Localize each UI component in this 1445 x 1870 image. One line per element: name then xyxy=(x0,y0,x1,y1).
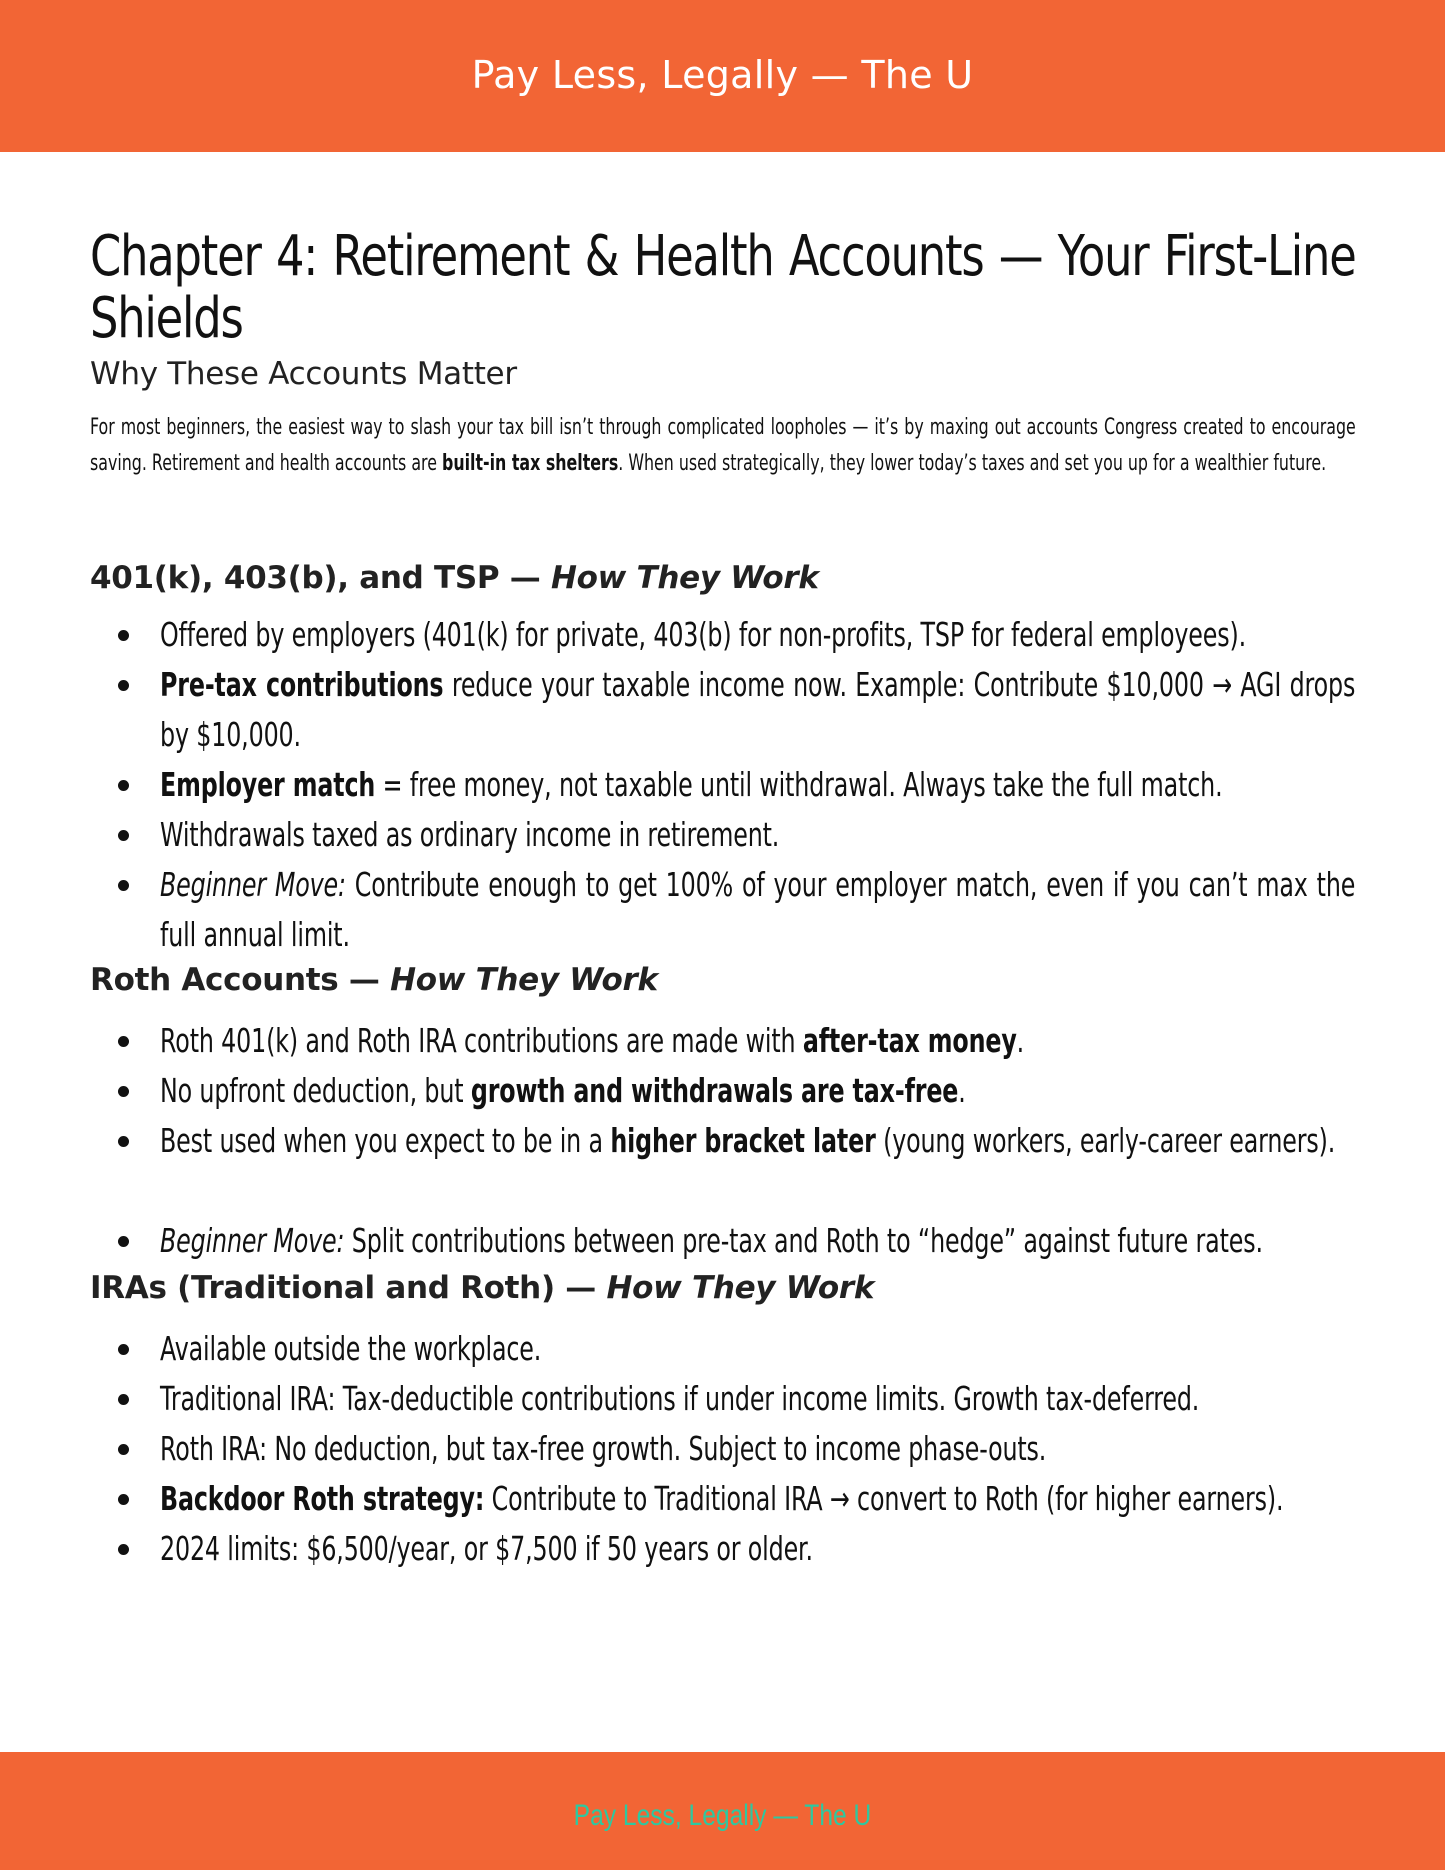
bullet-icon xyxy=(118,1086,129,1097)
bullet-icon xyxy=(118,1394,129,1405)
bullet-icon xyxy=(118,1444,129,1455)
list-item: Backdoor Roth strategy: Contribute to Traditional IRA → convert to Roth (for higher earners). xyxy=(90,1474,1356,1524)
section-roth xyxy=(90,962,1356,1266)
list-item: Best used when you expect to be in a higher bracket later (young workers, early-career earners). xyxy=(90,1116,1356,1216)
list-item: No upfront deduction, but growth and withdrawals are tax-free. xyxy=(90,1066,1356,1116)
list-item: Offered by employers (401(k) for private, 403(b) for non-profits, TSP for federal employees). xyxy=(90,610,1356,660)
bullet-icon xyxy=(118,1344,129,1355)
list-item: 2024 limits: $6,500/year, or $7,500 if 50 years or older. xyxy=(90,1524,1356,1574)
footer-text: Pay Less, Legally — The U xyxy=(573,1799,872,1832)
bullet-icon xyxy=(118,1136,129,1147)
page-footer xyxy=(0,1752,1445,1870)
section-ira xyxy=(90,1270,1356,1574)
bullet-icon xyxy=(118,830,129,841)
list-item: Available outside the workplace. xyxy=(90,1324,1356,1374)
bullet-icon xyxy=(118,1036,129,1047)
list-item: Beginner Move: Split contributions between pre-tax and Roth to “hedge” against future rates. xyxy=(90,1216,1356,1266)
intro-text-1: For most beginners, the easiest way to slash your tax bill isn’t through complicated loopholes — it’s by maxing out accounts Congress created to encourage saving. Retirement and health accounts are xyxy=(90,415,1356,476)
bullet-icon xyxy=(118,780,129,791)
list-item: Employer match = free money, not taxable until withdrawal. Always take the full match. xyxy=(90,760,1356,810)
list-item: Pre-tax contributions reduce your taxable income now. Example: Contribute $10,000 → AGI drops by $10,000. xyxy=(90,660,1356,760)
intro-text-2: . When used strategically, they lower today’s taxes and set you up for a wealthier future. xyxy=(618,451,1327,476)
header-title: Pay Less, Legally — The U xyxy=(471,53,974,97)
intro-paragraph xyxy=(90,410,1356,482)
list-item: Roth IRA: No deduction, but tax-free growth. Subject to income phase-outs. xyxy=(90,1424,1356,1474)
chapter-title: Chapter 4: Retirement & Health Accounts — Your First-Line Shields xyxy=(90,224,1356,351)
bullet-icon xyxy=(118,1494,129,1505)
page-content xyxy=(90,226,1356,1574)
bullet-icon xyxy=(118,1544,129,1555)
bullet-icon xyxy=(118,1236,129,1247)
intro-bold: built-in tax shelters xyxy=(441,451,619,476)
section-heading: Roth Accounts — How They Work xyxy=(90,962,658,998)
section-heading: 401(k), 403(b), and TSP — How They Work xyxy=(90,560,819,596)
list-item: Beginner Move: Contribute enough to get 100% of your employer match, even if you can’t max the full annual limit. xyxy=(90,860,1356,960)
bullet-icon xyxy=(118,880,129,891)
section-401k xyxy=(90,560,1356,960)
list-item: Withdrawals taxed as ordinary income in retirement. xyxy=(90,810,1356,860)
bullet-list xyxy=(90,1016,1356,1266)
section-heading: IRAs (Traditional and Roth) — How They Work xyxy=(90,1270,875,1306)
list-item: Traditional IRA: Tax-deductible contributions if under income limits. Growth tax-deferred. xyxy=(90,1374,1356,1424)
intro-wrap xyxy=(90,410,1356,528)
chapter-title-wrap xyxy=(90,226,1356,352)
section-subtitle: Why These Accounts Matter xyxy=(90,356,517,392)
page-header xyxy=(0,0,1445,152)
list-item: Roth 401(k) and Roth IRA contributions are made with after-tax money. xyxy=(90,1016,1356,1066)
bullet-icon xyxy=(118,630,129,641)
bullet-list xyxy=(90,610,1356,960)
bullet-icon xyxy=(118,680,129,691)
bullet-list xyxy=(90,1324,1356,1574)
